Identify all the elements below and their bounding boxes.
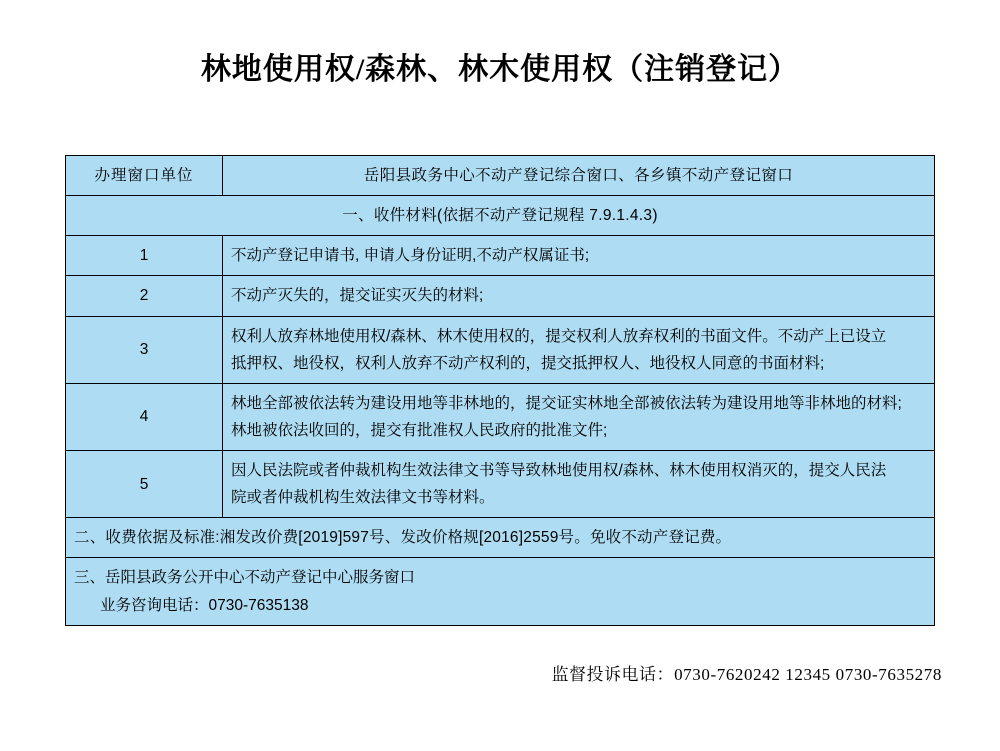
section-three-text bbox=[66, 558, 935, 625]
document-page bbox=[0, 44, 1000, 751]
item-number: 4 bbox=[66, 383, 223, 450]
section-one-heading: 一、收件材料(依据不动产登记规程 7.9.1.4.3) bbox=[66, 196, 935, 236]
table-row bbox=[66, 451, 935, 518]
section-two-text: 二、收费依据及标准:湘发改价费[2019]597号、发改价格规[2016]2559号。免收不动产登记费。 bbox=[66, 518, 935, 558]
item-text bbox=[223, 451, 935, 518]
table-row bbox=[66, 236, 935, 276]
table-row bbox=[66, 276, 935, 316]
item-line: 不动产灭失的，提交证实灭失的材料; bbox=[231, 287, 484, 305]
materials-table-container bbox=[65, 155, 935, 626]
section-three-line2: 业务咨询电话：0730-7635138 bbox=[100, 596, 309, 614]
window-unit-value: 岳阳县政务中心不动产登记综合窗口、各乡镇不动产登记窗口 bbox=[223, 156, 935, 196]
item-line: 不动产登记申请书, 申请人身份证明,不动产权属证书; bbox=[231, 247, 590, 265]
item-number: 2 bbox=[66, 276, 223, 316]
item-text bbox=[223, 276, 935, 316]
item-text bbox=[223, 236, 935, 276]
item-line: 因人民法院或者仲裁机构生效法律文书等导致林地使用权/森林、林木使用权消灭的，提交人民法 bbox=[231, 462, 887, 479]
table-row bbox=[66, 383, 935, 450]
window-unit-label: 办理窗口单位 bbox=[66, 156, 223, 196]
item-line: 院或者仲裁机构生效法律文书等材料。 bbox=[231, 489, 495, 507]
footer-complaint-line bbox=[0, 660, 1000, 685]
materials-table bbox=[65, 155, 935, 626]
table-row-section-three bbox=[66, 558, 935, 625]
page-title: 林地使用权/森林、林木使用权（注销登记） bbox=[200, 53, 800, 86]
table-row bbox=[66, 316, 935, 383]
table-row-section-one bbox=[66, 196, 935, 236]
item-line: 林地全部被依法转为建设用地等非林地的，提交证实林地全部被依法转为建设用地等非林地的材料; bbox=[231, 394, 902, 412]
footer-label: 监督投诉电话： bbox=[551, 665, 675, 684]
table-row-section-two bbox=[66, 518, 935, 558]
item-number: 1 bbox=[66, 236, 223, 276]
section-three-line1: 三、岳阳县政务公开中心不动产登记中心服务窗口 bbox=[74, 569, 416, 587]
item-line: 林地被依法收回的，提交有批准权人民政府的批准文件; bbox=[231, 421, 608, 439]
footer-numbers: 0730-7620242 12345 0730-7635278 bbox=[674, 665, 942, 684]
item-line: 权利人放弃林地使用权/森林、林木使用权的，提交权利人放弃权利的书面文件。不动产上已设立 bbox=[231, 327, 887, 345]
item-number: 3 bbox=[66, 316, 223, 383]
item-text bbox=[223, 316, 935, 383]
item-text bbox=[223, 383, 935, 450]
item-number: 5 bbox=[66, 451, 223, 518]
table-row-window bbox=[66, 156, 935, 196]
item-line: 抵押权、地役权，权利人放弃不动产权利的，提交抵押权人、地役权人同意的书面材料; bbox=[231, 354, 825, 372]
